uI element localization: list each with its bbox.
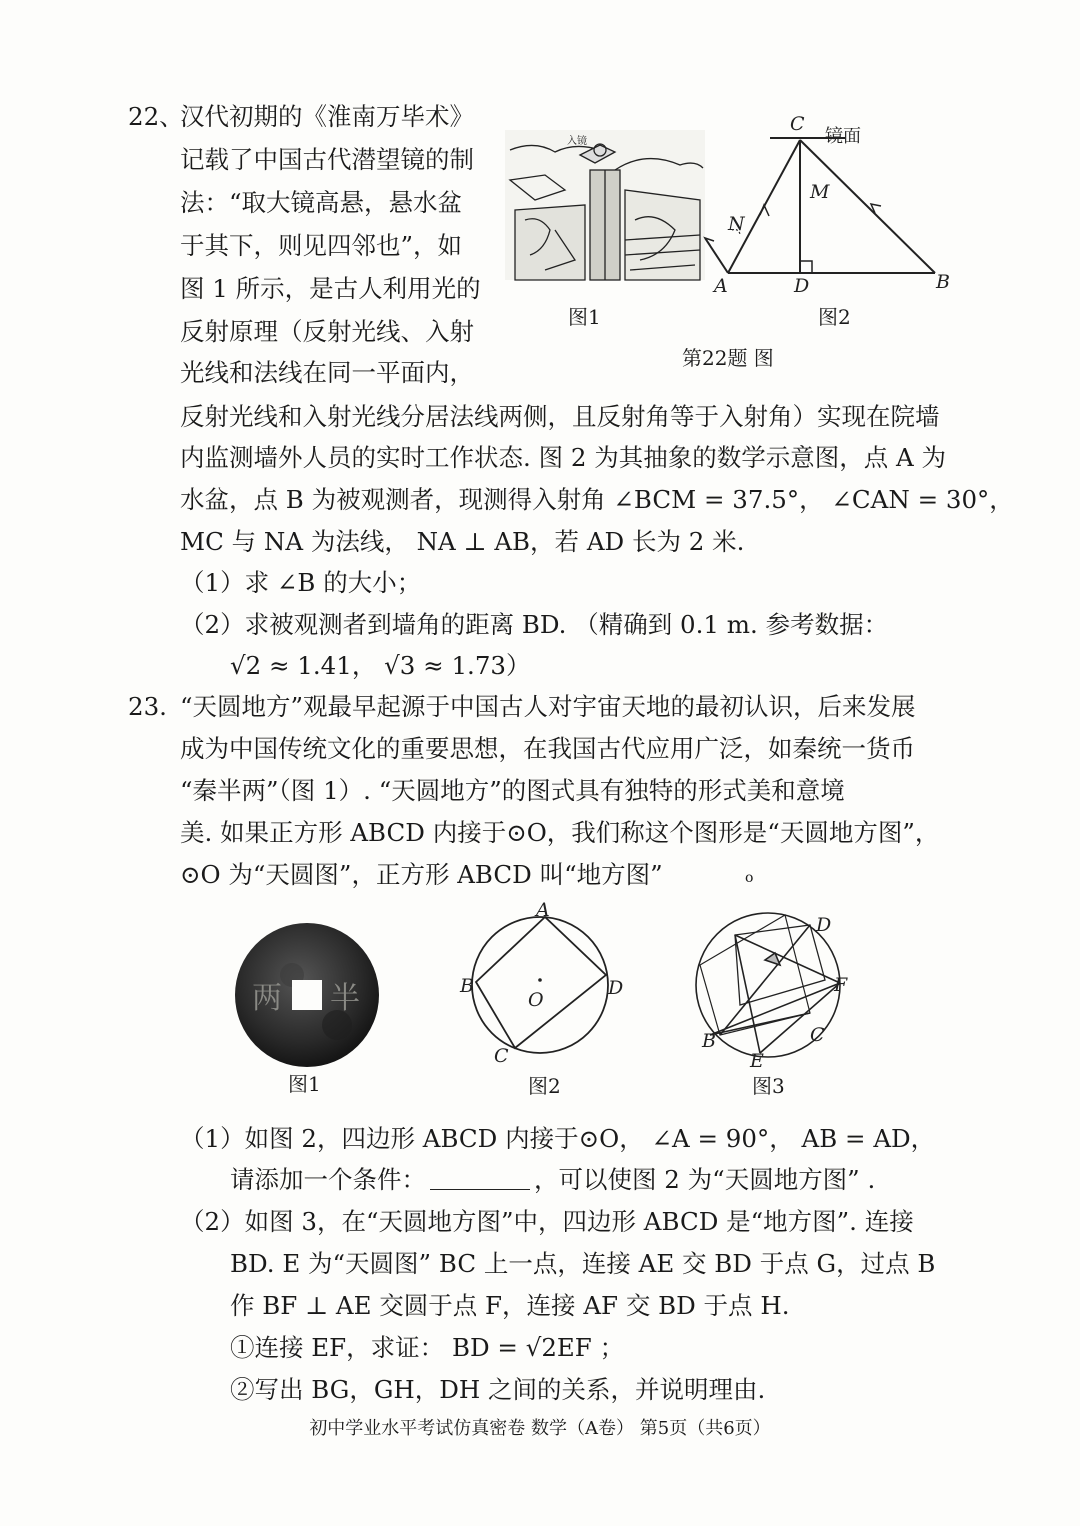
q22-sub-1: （1）求 ∠B 的大小； (180, 568, 422, 597)
q22-label-N: N (728, 213, 745, 235)
q23-line-5: ⊙O 为“天圆图”，正方形 ABCD 叫“地方图” (180, 860, 663, 889)
q23-fig3-label-C: C (810, 1024, 825, 1046)
q23-fig3-label-E: E (750, 1050, 764, 1072)
q23-fig2-diagram (460, 900, 630, 1070)
q23-sub-1-prefix: 请添加一个条件： (230, 1165, 426, 1194)
q22-fig2-diagram (700, 110, 970, 300)
answer-blank[interactable] (430, 1167, 530, 1190)
q23-fig3-diagram (690, 905, 860, 1075)
q23-fig3-caption: 图3 (752, 1074, 785, 1098)
q22-fig-title: 第22题 图 (682, 346, 774, 370)
q22-label-mirror: 镜面 (825, 126, 861, 147)
q22-line-8: 反射光线和入射光线分居法线两侧，且反射角等于入射角）实现在院墙 (180, 402, 940, 431)
q22-line-1: 汉代初期的《淮南万毕术》 (180, 102, 474, 131)
q23-fig1-caption: 图1 (288, 1072, 321, 1096)
q22-line-9: 内监测墙外人员的实时工作状态. 图 2 为其抽象的数学示意图，点 A 为 (180, 443, 947, 472)
q22-label-C: C (790, 113, 805, 135)
q22-line-2: 记载了中国古代潜望镜的制 (180, 145, 474, 174)
q22-label-B: B (936, 271, 950, 293)
q22-line-11: MC 与 NA 为法线， NA ⊥ AB，若 AD 长为 2 米. (180, 527, 745, 556)
q23-fig2-label-C: C (494, 1045, 509, 1067)
q22-sub-2-data: √2 ≈ 1.41， √3 ≈ 1.73） (230, 651, 531, 680)
q23-fig2-label-B: B (460, 975, 474, 997)
q23-fig3-label-F: F (834, 974, 848, 996)
q23-fig2-label-A: A (536, 899, 550, 921)
segment-CB (800, 140, 935, 273)
q22-number: 22、 (128, 102, 184, 131)
q22-line-5: 图 1 所示，是古人利用光的 (180, 274, 481, 303)
q23-fig3-label-D: D (816, 914, 832, 936)
q23-line-4: 美. 如果正方形 ABCD 内接于⊙O，我们称这个图形是“天圆地方图”， (180, 818, 940, 847)
q22-fig1-caption: 图1 (568, 305, 601, 329)
q23-fig2-label-D: D (608, 977, 624, 999)
q23-fig2-label-O: O (528, 989, 544, 1011)
q22-fig1-label: 入镜 (567, 136, 587, 147)
q23-sub-2-line-1: （2）如图 3，在“天圆地方图”中，四边形 ABCD 是“地方图”. 连接 (180, 1207, 914, 1236)
q23-fig3-label-B: B (702, 1030, 716, 1052)
q23-sub-2-line-3: 作 BF ⊥ AE 交圆于点 F，连接 AF 交 BD 于点 H. (230, 1291, 790, 1320)
q23-stray-mark: o (745, 870, 754, 886)
q23-line-2: 成为中国传统文化的重要思想，在我国古代应用广泛，如秦统一货币 (180, 734, 915, 763)
coin-char-right: 半 (330, 981, 360, 1016)
right-angle-mark (800, 261, 812, 273)
q22-label-A: A (714, 275, 728, 297)
q22-line-4: 于其下，则见四邻也”，如 (180, 231, 463, 260)
q23-fig2-caption: 图2 (528, 1074, 561, 1098)
q22-label-D: D (794, 275, 810, 297)
q22-line-10: 水盆，点 B 为被观测者，现测得入射角 ∠BCM = 37.5°， ∠CAN = 30°， (180, 485, 1014, 514)
q22-fig1-illustration (505, 130, 705, 280)
q23-sub-1-line-2 (230, 1163, 875, 1197)
q23-sub-2-item-2: ②写出 BG，GH，DH 之间的关系，并说明理由. (230, 1375, 766, 1404)
q22-line-6: 反射原理（反射光线、入射 (180, 317, 474, 346)
q23-sub-2-item-1: ①连接 EF，求证： BD = √2EF ； (230, 1333, 625, 1362)
q22-label-M: M (810, 181, 830, 203)
page-footer: 初中学业水平考试仿真密卷 数学（A卷） 第5页（共6页） (309, 1418, 771, 1439)
coin-char-left: 两 (252, 981, 282, 1016)
q23-line-3: “秦半两”（图 1）. “天圆地方”的图式具有独特的形式美和意境 (180, 776, 845, 805)
circle-O (472, 917, 608, 1053)
q22-line-3: 法：“取大镜高悬，悬水盆 (180, 188, 463, 217)
q23-sub-2-line-2: BD. E 为“天圆图” BC 上一点，连接 AE 交 BD 于点 G，过点 B (230, 1249, 936, 1278)
q23-fig1-coin (232, 920, 382, 1070)
q23-sub-1-suffix: ，可以使图 2 为“天圆地方图” . (534, 1165, 876, 1194)
q23-number: 23. (128, 692, 167, 721)
quadrilateral-ABCD (476, 917, 606, 1048)
q22-sub-2: （2）求被观测者到墙角的距离 BD. （精确到 0.1 m. 参考数据： (180, 610, 889, 639)
q22-fig2-caption: 图2 (818, 305, 851, 329)
q23-line-1: “天圆地方”观最早起源于中国古人对宇宙天地的最初认识，后来发展 (180, 692, 916, 721)
q22-line-7: 光线和法线在同一平面内， (180, 358, 474, 387)
q23-sub-1-line-1: （1）如图 2，四边形 ABCD 内接于⊙O， ∠A = 90°， AB = AD， (180, 1124, 936, 1153)
